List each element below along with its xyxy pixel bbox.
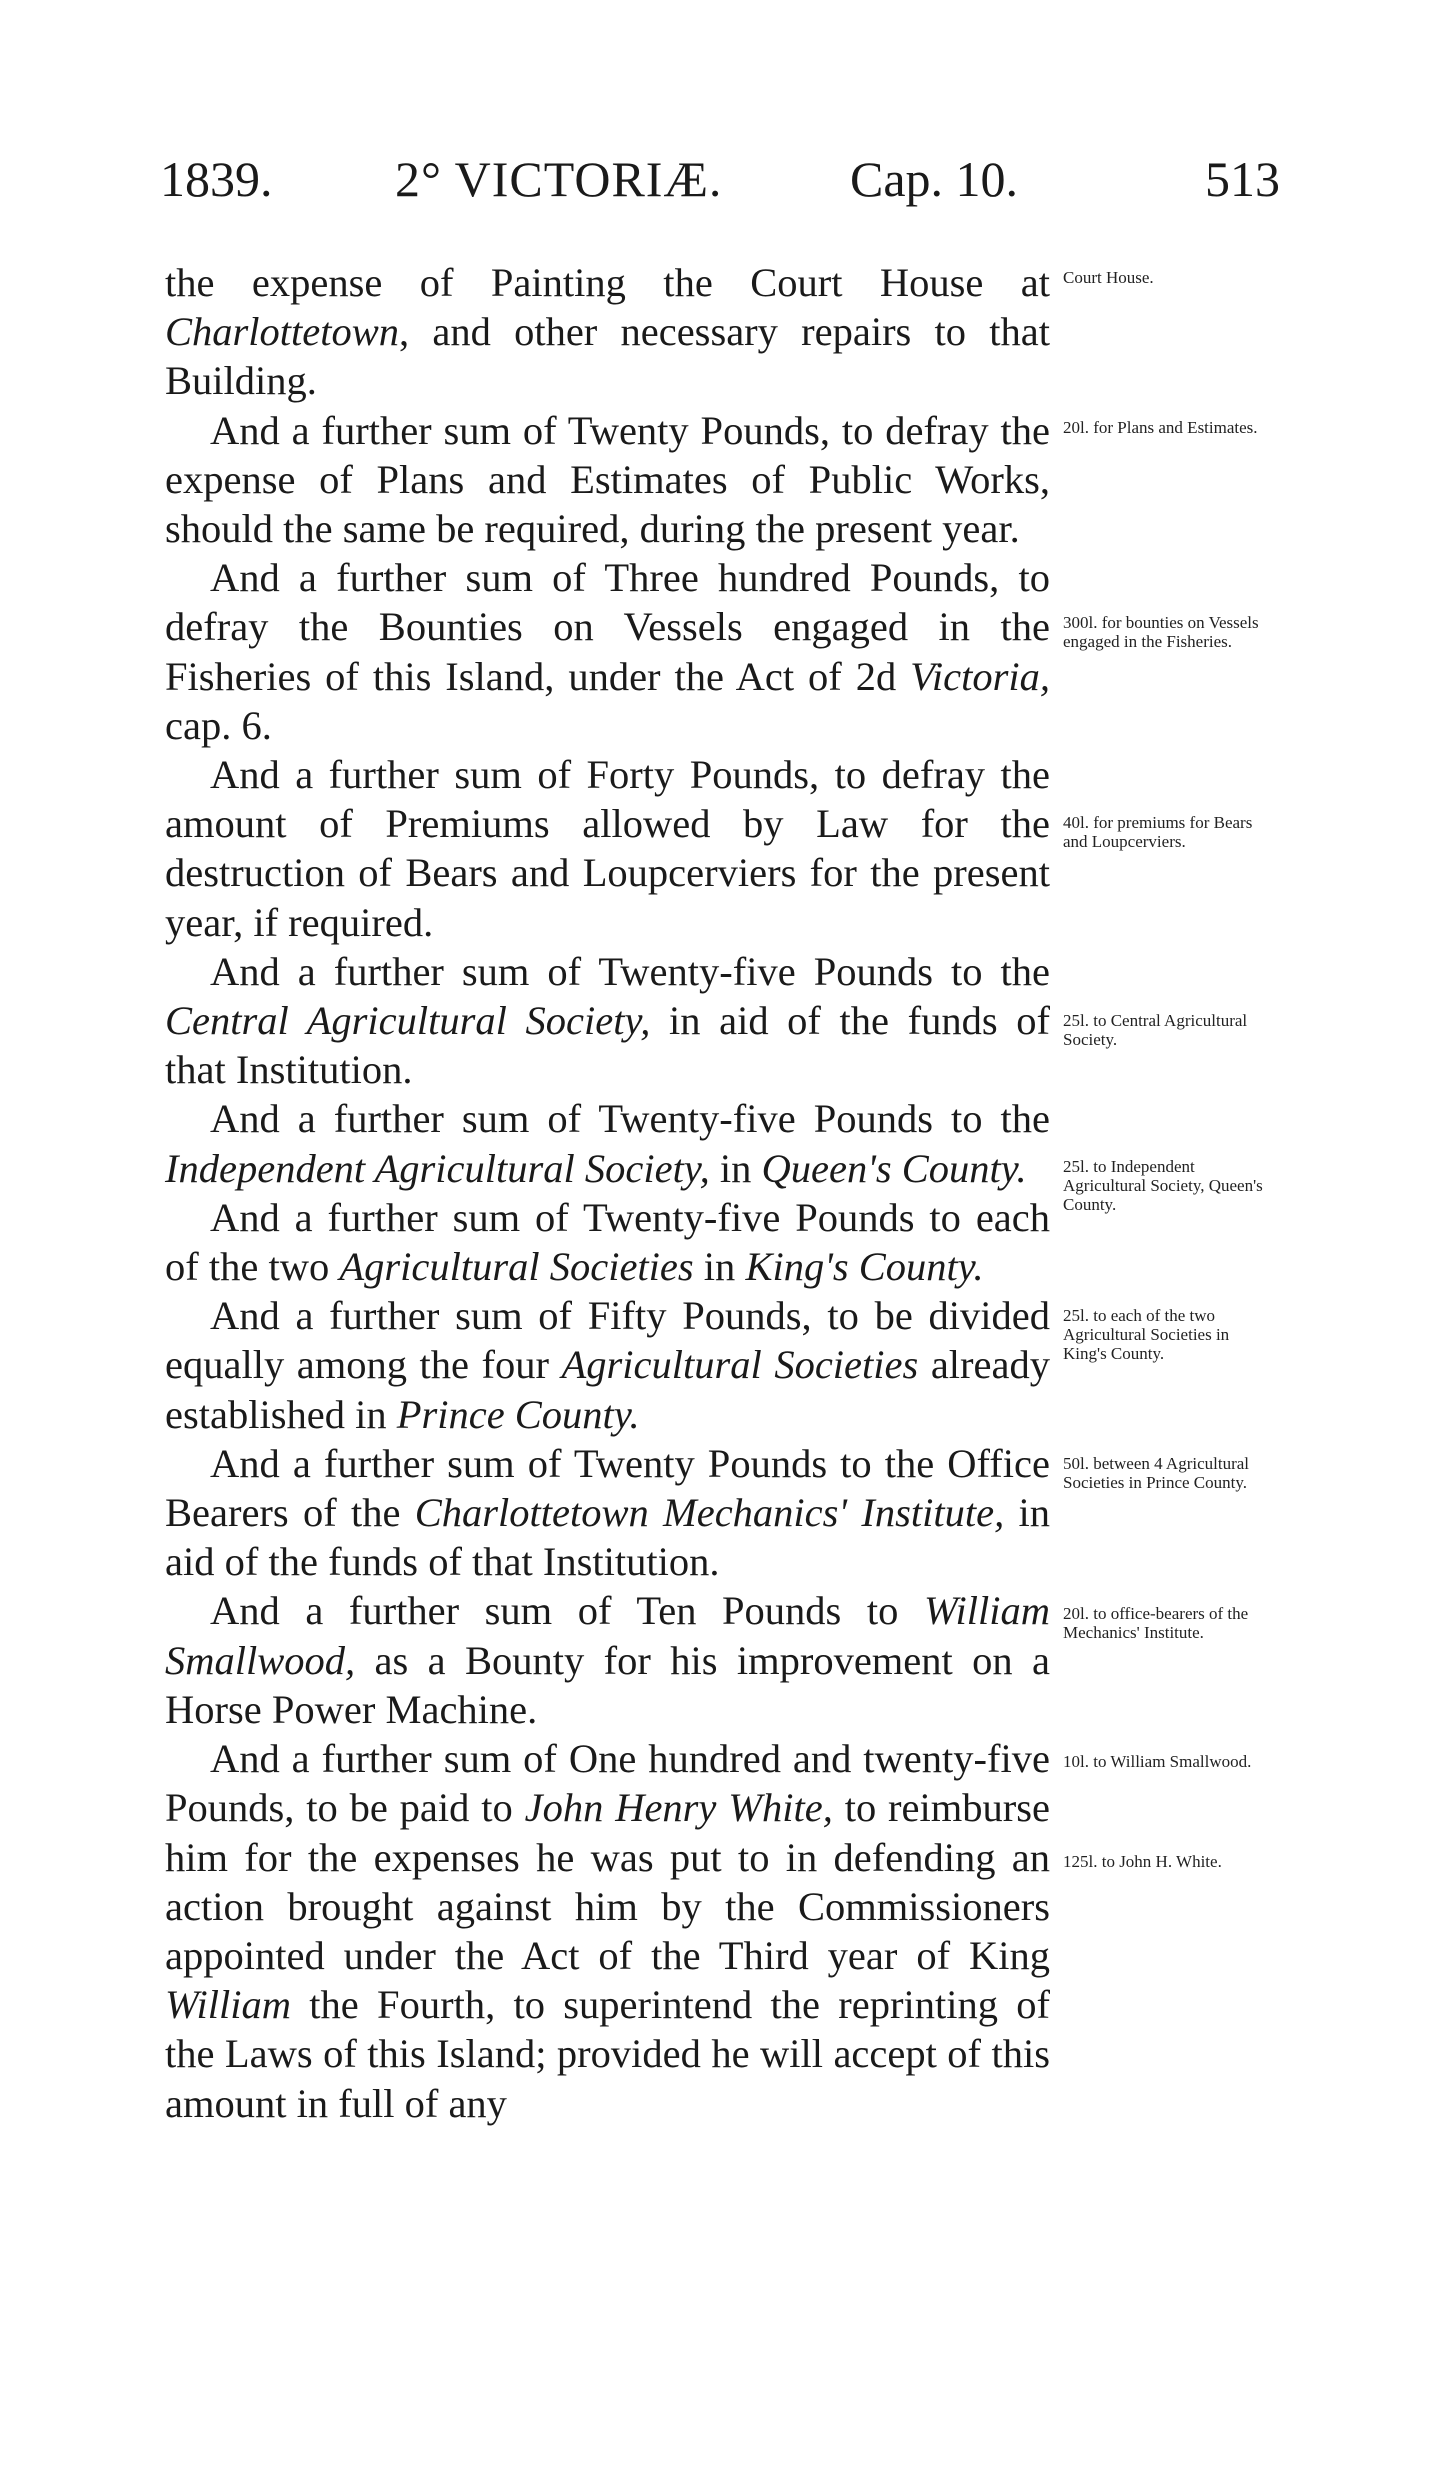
body-text	[165, 258, 1050, 2128]
italic-text-run: Charlottetown Mechanics' Institute,	[414, 1490, 1005, 1536]
paragraph	[165, 947, 1050, 1095]
margin-note: 50l. between 4 Agricultural Societies in Prince County.	[1063, 1454, 1250, 1492]
text-run: And a further sum of Forty Pounds, to defray the amount of Premiums allowed by Law for the destruction of Bears and Loupcerviers for the present year, if required.	[165, 752, 1050, 945]
margin-note: 25l. to each of the two Agricultural Societies in King's County.	[1063, 1306, 1230, 1363]
italic-text-run: Agricultural Societies	[339, 1244, 694, 1290]
italic-text-run: William	[165, 1982, 292, 2028]
text-run: And a further sum of Twenty Pounds, to defray the expense of Plans and Estimates of Public Works, should the same be required, during the present year.	[165, 407, 1050, 552]
text-run: in aid of the funds of that Institution.	[165, 1490, 1050, 1585]
italic-text-run: John Henry White,	[524, 1785, 833, 1831]
paragraph	[165, 1439, 1050, 1587]
margin-note: 10l. to William Smallwood.	[1063, 1752, 1252, 1771]
italic-text-run: Charlottetown	[165, 309, 400, 355]
italic-text-run: Agricultural Societies	[561, 1342, 919, 1388]
header-chapter: Cap. 10.	[850, 151, 1019, 207]
paragraph	[165, 750, 1050, 947]
italic-text-run: Victoria,	[910, 653, 1050, 699]
paragraph	[165, 258, 1050, 406]
text-run: And a further sum of Ten Pounds to	[210, 1588, 924, 1634]
italic-text-run: William Smallwood,	[165, 1588, 1050, 1683]
header-year: 1839.	[160, 151, 273, 207]
text-run: And a further sum of Fifty Pounds, to be divided equally among the four	[165, 1293, 1050, 1388]
margin-note: 20l. to office-bearers of the Mechanics' Institute.	[1063, 1604, 1249, 1642]
paragraph	[165, 1193, 1050, 1291]
paragraph	[165, 1094, 1050, 1192]
text-run: And a further sum of Twenty-five Pounds to the	[210, 948, 1050, 994]
text-run: cap. 6.	[165, 702, 272, 748]
text-run: in aid of the funds of that Institution.	[165, 998, 1050, 1093]
paragraph	[165, 1734, 1050, 2128]
margin-note: 300l. for bounties on Vessels engaged in the Fisheries.	[1063, 613, 1259, 651]
margin-note: 25l. to Central Agricultural Society.	[1063, 1011, 1248, 1049]
header-title: 2° VICTORIÆ.	[395, 151, 723, 207]
paragraph	[165, 406, 1050, 554]
text-run: as a Bounty for his improvement on a Horse Power Machine.	[165, 1637, 1050, 1732]
text-run: in	[709, 1145, 762, 1191]
margin-note: 25l. to Independent Agricultural Society, Queen's County.	[1063, 1157, 1263, 1214]
margin-note: 20l. for Plans and Estimates.	[1063, 418, 1258, 437]
text-run: to reimburse him for the expenses he was put to in defending an action brought against him by the Commissioners appointed under the Act of the Third year of King	[165, 1785, 1051, 1978]
italic-text-run: King's County.	[745, 1244, 984, 1290]
italic-text-run: Prince County.	[396, 1391, 640, 1437]
running-header	[160, 150, 1280, 220]
text-run: And a further sum of Twenty Pounds to the Office Bearers of the	[165, 1440, 1050, 1536]
text-run: the Fourth, to superintend the reprinting of the Laws of this Island; provided he will accept of this amount in full of any	[165, 1982, 1050, 2126]
italic-text-run: Queen's County.	[761, 1145, 1027, 1191]
italic-text-run: Central Agricultural Society,	[165, 998, 651, 1044]
margin-note: 40l. for premiums for Bears and Loupcerviers.	[1063, 813, 1253, 851]
italic-text-run: Independent Agricultural Society,	[165, 1145, 710, 1191]
margin-note: 125l. to John H. White.	[1063, 1852, 1222, 1871]
text-run: And a further sum of Twenty-five Pounds to the	[210, 1096, 1050, 1142]
page-number: 513	[1205, 151, 1280, 207]
paragraph	[165, 1586, 1050, 1734]
text-run: And a further sum of One hundred and twenty-five Pounds, to be paid to	[165, 1736, 1050, 1831]
text-run: , and other necessary repairs to that Building.	[165, 309, 1050, 404]
paragraph	[165, 1291, 1050, 1439]
margin-note: Court House.	[1063, 268, 1154, 287]
paragraph	[165, 553, 1050, 750]
text-run: And a further sum of Three hundred Pounds, to defray the Bounties on Vessels engaged in the Fisheries of this Island, under the Act of 2d	[165, 555, 1050, 699]
text-run: the expense of Painting the Court House at	[165, 260, 1050, 305]
text-run: already established in	[165, 1342, 1050, 1437]
text-run: in	[693, 1244, 746, 1290]
text-run: And a further sum of Twenty-five Pounds to each of the two	[165, 1194, 1050, 1290]
